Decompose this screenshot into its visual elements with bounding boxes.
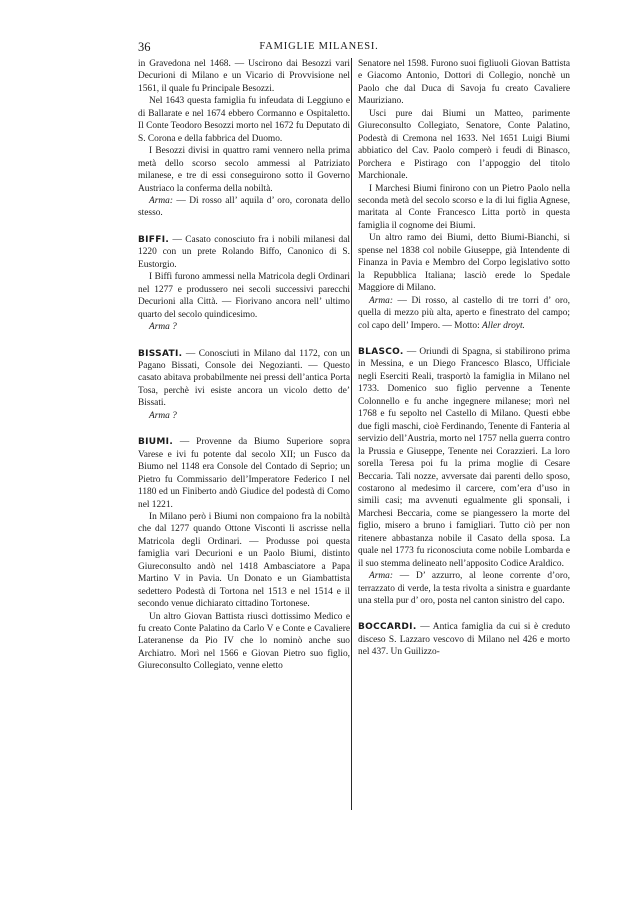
arms-label: Arma: — [369, 571, 393, 582]
right-column — [358, 58, 570, 659]
entry-heading: BIUMI. — [138, 437, 174, 448]
entry-heading: BLASCO. — [358, 346, 404, 357]
arms-text: — D’ azzurro, al leone corrente d’oro, terrazzato di verde, la testa rivolta a sinistra e guardante una stella pur d’ oro, posta nel canton sinistro del capo. — [358, 571, 570, 607]
running-title: FAMIGLIE MILANESI. — [259, 41, 379, 52]
entry-text: — Oriundi di Spagna, si stabilirono prima in Messina, e un Diego Francesco Blasco, Ufficiale negli Eserciti Reali, trasportò la famiglia in Milano nel 1733. Domenico suo figlio pervenne a Tenente Colonnello e fu anche ingegnere milanese; morì nel 1768 e fu sepolto nel Castello di Milano. Questi ebbe due figli maschi, cioè Ferdinando, Tenente di Fanteria al servizio dell’Austria, morto nel 1757 nella guerra contro la Prussia e Giuseppe, Tenente nei Corazzieri. La loro sorella Teresa poi fu la prima moglie di Cesare Beccaria. Tali nozze, avversate dai parenti dello sposo, costarono al medesimo il carcere, com’era d’uso in simili casi; ma avvenuti egualmente gli sponsali, i Marchesi Beccaria, come se piangessero la morte del figlio, misero a bruno i famigliari. Tutto ciò per non ritenere abbastanza nobile il Casato della sposa. La quale nel 1773 fu riconosciuta come nobile Lombarda e il suo stemma delineato nell’apposito Codice Araldico. — [358, 346, 571, 569]
page-number: 36 — [138, 40, 151, 54]
arms-description — [358, 570, 570, 607]
paragraph: I Biffi furono ammessi nella Matricola degli Ordinari nel 1277 e produssero nei secoli successivi parecchi Decurioni alla Città. — Fiorivano ancora nell’ ultimo quarto del secolo quindicesimo. — [138, 272, 350, 320]
motto: Aller droyt. — [482, 320, 525, 331]
arms-label: Arma: — [149, 195, 173, 206]
column-divider — [351, 58, 352, 810]
paragraph: In Milano però i Biumi non compaiono fra la nobiltà che dal 1277 quando Ottone Visconti li ascrisse nella Matricola degli Ordinari. — Produsse poi questa famiglia vari Decurioni e un Paolo Biumi, distinto Giureconsulto andò nel 1418 Ambasciatore a Papa Martino V in Pavia. Un Donato e un Giambattista sedettero Podestà di Tortona nel 1513 e nel 1514 e il secondo venue dichiarato cittadino Tortonese. — [138, 511, 350, 610]
paragraph: Nel 1643 questa famiglia fu infeudata di Leggiuno e di Ballarate e nel 1674 ebbero Cormanno e Ospitaletto. Il Conte Teodoro Besozzi morto nel 1672 fu Deputato di S. Corona e della fabbrica del Duomo. — [138, 96, 350, 144]
left-column — [138, 58, 350, 673]
arms-unknown: Arma ? — [149, 322, 177, 333]
entry-biumi — [138, 436, 350, 511]
paragraph: I Marchesi Biumi finirono con un Pietro Paolo nella seconda metà del secolo scorso e la di lui figlia Agnese, maritata al Conte Francesco Litta portò in questa famiglia il cognome dei Biumi. — [358, 183, 570, 231]
arms-text: — Di rosso all’ aquila d’ oro, coronata dello stesso. — [138, 195, 351, 219]
arms-text: — Di rosso, al castello di tre torri d’ oro, quella di mezzo più alta, aperto e finestrato del campo; col capo dell’ Impero. — Motto: — [358, 295, 570, 331]
entry-biffi — [138, 234, 350, 271]
paragraph: Un altro ramo dei Biumi, detto Biumi-Bianchi, si spense nel 1838 col nobile Giuseppe, già Intendente di Finanza in Pavia e Membro del Corpo legislativo sotto la Repubblica Italiana; lasciò erede lo Spedale Maggiore di Milano. — [358, 233, 570, 294]
paragraph: I Besozzi divisi in quattro rami vennero nella prima metà dello scorso secolo ammessi al Patriziato milanese, e tre di essi conseguirono sotto il Governo Austriaco la conferma della nobiltà. — [138, 146, 350, 194]
arms-label: Arma: — [369, 295, 393, 306]
entry-text: — Antica famiglia da cui si è creduto disceso S. Lazzaro vescovo di Milano nel 426 e morto nel 437. Un Guilizzo- — [358, 622, 571, 658]
page-header — [138, 40, 500, 56]
entry-heading: BOCCARDI. — [358, 622, 417, 633]
entry-boccardi — [358, 621, 570, 658]
arms-unknown: Arma ? — [149, 410, 177, 421]
entry-text: — Provenne da Biumo Superiore sopra Varese e ivi fu potente dal secolo XII; un Fusco da Biumo nel 1148 era Console del Contado di Seprio; un Pietro fu Commissario dell’Imperatore Federico I nel 1180 ed un Finiberto andò Giudice del podestà di Como nel 1221. — [138, 437, 350, 510]
paragraph: Senatore nel 1598. Furono suoi figliuoli Giovan Battista e Giacomo Antonio, Dottori di Collegio, nonchè un Paolo che dal Duca di Savoja fu creato Cavaliere Mauriziano. — [358, 59, 570, 107]
paragraph: Usci pure dai Biumi un Matteo, parimente Giureconsulto Collegiato, Senatore, Conte Palatino, Podestà di Cremona nel 1633. Nel 1651 Luigi Biumi abbiatico del Cav. Paolo comperò i feudi di Binasco, Porchera e Pistirago con l’appoggio del titolo Marchionale. — [358, 108, 570, 182]
entry-heading: BIFFI. — [138, 234, 170, 245]
paragraph: Un altro Giovan Battista riuscì dottissimo Medico e fu creato Conte Palatino da Carlo V e Conte e Cavaliere Lateranense da Pio IV che lo nominò anche suo Archiatro. Morì nel 1566 e Giovan Pietro suo figlio, Giureconsulto Collegiato, venne eletto — [138, 611, 350, 672]
arms-description — [138, 195, 350, 220]
entry-text: — Casato conosciuto fra i nobili milanesi dal 1220 con un prete Rolando Biffo, Canonico di S. Eustorgio. — [138, 234, 350, 270]
arms-description — [358, 295, 570, 332]
entry-blasco — [358, 346, 570, 570]
paragraph: in Gravedona nel 1468. — Uscirono dai Besozzi vari Decurioni di Milano e un Vicario di Provvisione nel 1561, il quale fu Principale Besozzi. — [138, 59, 350, 94]
entry-bissati — [138, 348, 350, 410]
entry-text: — Conosciuti in Milano dal 1172, con un Pagano Bissati, Console dei Negozianti. — Questo casato abitava probabilmente nei pressi dell’antica Porta Tosa, perchè ivi esiste ancora un vicolo detto de’ Bissati. — [138, 348, 350, 409]
entry-heading: BISSATI. — [138, 348, 183, 359]
